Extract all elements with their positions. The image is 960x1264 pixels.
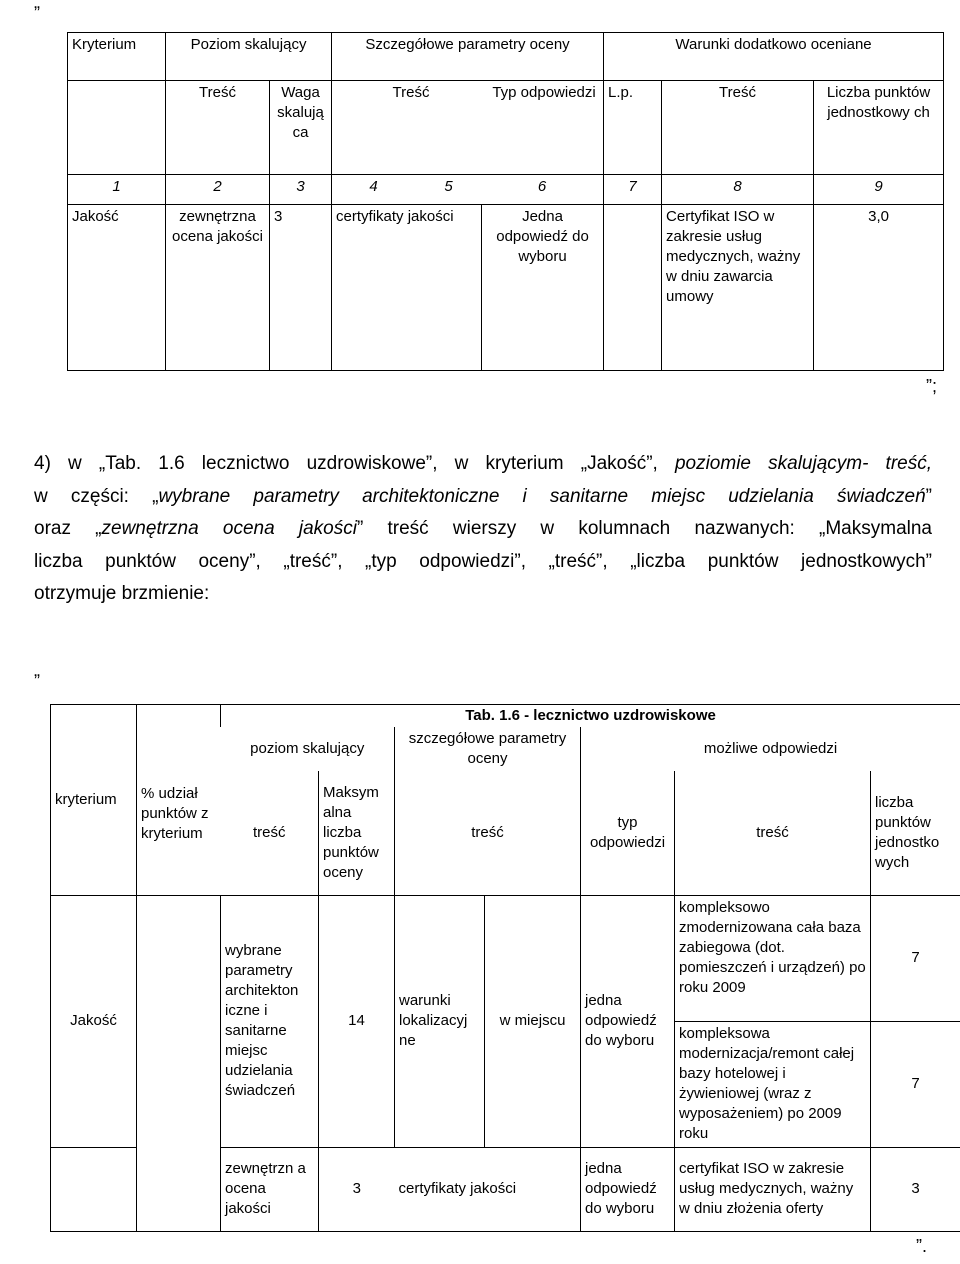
closing-quote: ”; — [926, 376, 937, 396]
header-warunki: Warunki dodatkowo oceniane — [604, 33, 944, 81]
header-kryterium: kryterium — [51, 705, 137, 896]
row-param: certyfikaty jakości — [332, 205, 482, 371]
row-maks: 14 — [319, 895, 395, 1147]
header-tresc-answers: treść — [675, 771, 871, 895]
header-tresc-warunki: Treść — [662, 81, 814, 175]
header-liczba: liczba punktów jednostko wych — [871, 771, 960, 895]
row-param-a: warunki lokalizacyj ne — [395, 895, 485, 1147]
row-kryterium: Jakość — [68, 205, 166, 371]
answer-3: certyfikat ISO w zakresie usług medycznych, ważny w dniu złożenia oferty — [675, 1147, 871, 1231]
points-3: 3 — [871, 1147, 960, 1231]
row-punkty: 3,0 — [814, 205, 944, 371]
col-num-pair: 4 5 6 — [332, 175, 604, 205]
closing-quote-2: ”. — [916, 1236, 927, 1256]
header-szczegolowe: Szczegółowe parametry oceny — [332, 33, 604, 81]
row-tresc: zewnętrzna ocena jakości — [166, 205, 270, 371]
opening-quote: „ — [34, 0, 40, 12]
header-tresc: treść — [221, 771, 319, 895]
row-tresc: wybrane parametry architekton iczne i sanitarne miejsc udzielania świadczeń — [221, 895, 319, 1147]
row-waga: 3 — [270, 205, 332, 371]
header-waga: Waga skalują ca — [270, 81, 332, 175]
answer-1: kompleksowo zmodernizowana cała baza zabiegowa (dot. pomieszczeń i urządzeń) po roku 2009 — [675, 895, 871, 1021]
header-typ: Typ odpowiedzi — [492, 84, 596, 101]
header-tresc-params: treść — [395, 771, 581, 895]
row-typ: jedna odpowiedź do wyboru — [581, 895, 675, 1147]
row-udzial — [137, 895, 221, 1231]
header-szczeg: szczegółowe parametry oceny — [395, 727, 581, 771]
row2-kryterium — [51, 1147, 137, 1231]
col-num: 3 — [270, 175, 332, 205]
criteria-table-amended — [50, 704, 960, 1232]
criteria-table-original — [67, 32, 944, 371]
header-typ: typ odpowiedzi — [581, 771, 675, 895]
header-udzial: % udział punktów z kryterium — [137, 705, 221, 896]
row-kryterium: Jakość — [51, 895, 137, 1147]
points-1: 7 — [871, 895, 960, 1021]
header-tresc: Treść — [166, 81, 270, 175]
row2-maks: 3 — [319, 1147, 395, 1231]
col-num: 9 — [814, 175, 944, 205]
header-maks: Maksym alna liczba punktów oceny — [319, 771, 395, 895]
header-tresc-params: Treść Typ odpowiedzi — [332, 81, 604, 175]
points-2: 7 — [871, 1021, 960, 1147]
table-title: Tab. 1.6 - lecznictwo uzdrowiskowe — [221, 705, 960, 728]
col-num: 2 — [166, 175, 270, 205]
header-poziom: poziom skalujący — [221, 727, 395, 771]
row-warunek: Certyfikat ISO w zakresie usług medycznych, ważny w dniu zawarcia umowy — [662, 205, 814, 371]
col-num: 1 — [68, 175, 166, 205]
header-liczba: Liczba punktów jednostkowy ch — [814, 81, 944, 175]
row-typ: Jedna odpowiedź do wyboru — [482, 205, 604, 371]
header-mozliwe: możliwe odpowiedzi — [581, 727, 960, 771]
answer-2: kompleksowa modernizacja/remont całej bazy hotelowej i żywieniowej (wraz z wyposażeniem) po 2009 roku — [675, 1021, 871, 1147]
header-poziom: Poziom skalujący — [166, 33, 332, 81]
row-param-b: w miejscu — [485, 895, 581, 1147]
row2-tresc: zewnętrzn a ocena jakości — [221, 1147, 319, 1231]
col-num: 7 — [604, 175, 662, 205]
opening-quote-2: „ — [34, 660, 40, 680]
amendment-paragraph: 4) w „Tab. 1.6 lecznictwo uzdrowiskowe”, w kryterium „Jakość”, poziomie skalującym- treść, w części: „wybrane parametry architektoniczne i sanitarne miejsc udzielania świadczeń” oraz „zewnętrzna ocena jakości” treść wierszy w kolumnach nazwanych: „Maksymalna liczba punktów oceny”, „treść”, „typ odpowiedzi”, „treść”, „liczba punktów jednostkowych” otrzymuje brzmienie: — [34, 453, 933, 604]
header-lp: L.p. — [604, 81, 662, 175]
row2-param: certyfikaty jakości — [395, 1147, 581, 1231]
row-lp — [604, 205, 662, 371]
col-num: 8 — [662, 175, 814, 205]
header-kryterium: Kryterium — [68, 33, 166, 81]
row2-typ: jedna odpowiedź do wyboru — [581, 1147, 675, 1231]
